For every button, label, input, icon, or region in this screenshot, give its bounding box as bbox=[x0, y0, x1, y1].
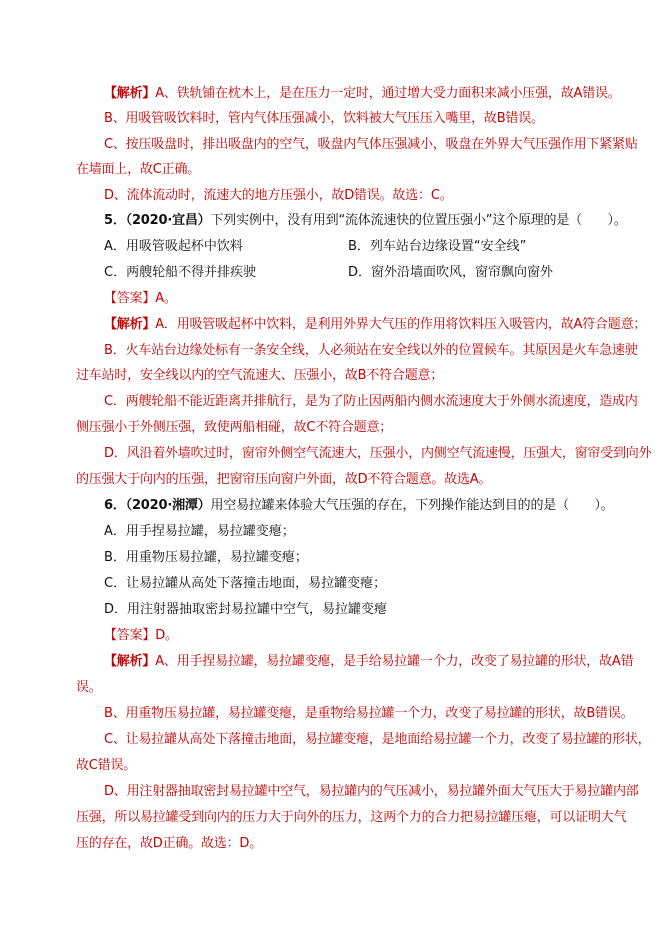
q5-analysis-d-2: 的压强大于向内的压强，把窗帘压向窗户外面，故D不符合题意。故选A。 bbox=[76, 472, 492, 487]
q5-answer: 【答案】A。 bbox=[104, 291, 177, 306]
q6-analysis-d-2: 压强，所以易拉罐受到向内的压力大于向外的压力，这两个力的合力把易拉罐压瘪，可以证明大气 bbox=[76, 810, 627, 825]
q6-option-c: C．让易拉罐从高处下落撞击地面，易拉罐变瘪； bbox=[104, 576, 387, 591]
q5-option-d: D．窗外沿墙面吹风，窗帘飘向窗外 bbox=[348, 265, 554, 280]
q4-analysis-line-5: D、流体流动时，流速大的地方压强小，故D错误。故选：C。 bbox=[104, 188, 453, 203]
q5-option-b: B．列车站台边缘设置“安全线” bbox=[348, 239, 527, 254]
q5-stem: 5．（2020·宜昌）下列实例中，没有用到“流体流速快的位置压强小”这个原理的是（ ）。 bbox=[104, 213, 627, 228]
q6-analysis-a-1: 【解析】A、用手捏易拉罐，易拉罐变瘪，是手给易拉罐一个力，改变了易拉罐的形状，故A错 bbox=[104, 654, 634, 669]
q6-analysis-d-1: D、用注射器抽取密封易拉罐中空气，易拉罐内的气压减小，易拉罐外面大气压大于易拉罐内部 bbox=[104, 784, 639, 799]
analysis-tag: 【解析】 bbox=[104, 654, 156, 669]
q6-analysis-d-3: 压的存在，故D正确。故选：D。 bbox=[76, 836, 263, 851]
q6-analysis-c-2: 故C错误。 bbox=[76, 758, 137, 773]
q6-stem: 6．（2020·湘潭）用空易拉罐来体验大气压强的存在，下列操作能达到目的的是（ ）。 bbox=[104, 498, 614, 513]
q4-analysis-line-1: 【解析】A、铁轨铺在枕木上，是在压力一定时，通过增大受力面积来减小压强，故A错误。 bbox=[104, 86, 621, 101]
q5-analysis-b-1: B．火车站台边缘处标有一条安全线，人必须站在安全线以外的位置候车。其原因是火车急速驶 bbox=[104, 343, 638, 358]
q5-analysis-b-2: 过车站时，安全线以内的空气流速大、压强小，故B不符合题意； bbox=[76, 368, 444, 383]
analysis-tag: 【解析】 bbox=[104, 317, 156, 332]
q5-analysis-c-2: 侧压强小于外侧压强，致使两船相碰，故C不符合题意； bbox=[76, 420, 393, 435]
q5-analysis-a: 【解析】A．用吸管吸起杯中饮料，是利用外界大气压的作用将饮料压入吸管内，故A符合题意； bbox=[104, 317, 647, 332]
q6-analysis-c-1: C、让易拉罐从高处下落撞击地面，易拉罐变瘪，是地面给易拉罐一个力，改变了易拉罐的形状， bbox=[104, 732, 651, 747]
q5-option-c: C．两艘轮船不得并排疾驶 bbox=[104, 265, 257, 280]
q4-analysis-line-3: C、按压吸盘时，排出吸盘内的空气，吸盘内气体压强减小，吸盘在外界大气压强作用下紧紧贴 bbox=[104, 137, 638, 152]
q6-option-b: B．用重物压易拉罐，易拉罐变瘪； bbox=[104, 550, 308, 565]
analysis-tag: 【解析】 bbox=[104, 86, 156, 101]
q6-answer: 【答案】D。 bbox=[104, 628, 178, 643]
q4-analysis-line-2: B、用吸管吸饮料时，管内气体压强减小，饮料被大气压压入嘴里，故B错误。 bbox=[104, 111, 544, 126]
q5-number: 5．（2020·宜昌） bbox=[104, 213, 211, 228]
q6-option-d: D．用注射器抽取密封易拉罐中空气，易拉罐变瘪 bbox=[104, 602, 388, 617]
q6-option-a: A．用手捏易拉罐，易拉罐变瘪； bbox=[104, 524, 295, 539]
q5-analysis-d-1: D．风沿着外墙吹过时，窗帘外侧空气流速大，压强小，内侧空气流速慢，压强大，窗帘受到向外 bbox=[104, 446, 652, 461]
q4-analysis-line-4: 在墙面上，故C正确。 bbox=[76, 162, 201, 177]
q5-option-a: A．用吸管吸起杯中饮料 bbox=[104, 239, 243, 254]
q6-analysis-a-2: 误。 bbox=[76, 680, 102, 695]
q6-number: 6．（2020·湘潭） bbox=[104, 498, 211, 513]
q5-analysis-c-1: C．两艘轮船不能近距离并排航行，是为了防止因两船内侧水流速度大于外侧水流速度，造成内 bbox=[104, 394, 638, 409]
q6-analysis-b: B、用重物压易拉罐，易拉罐变瘪，是重物给易拉罐一个力，改变了易拉罐的形状，故B错误。 bbox=[104, 706, 634, 721]
